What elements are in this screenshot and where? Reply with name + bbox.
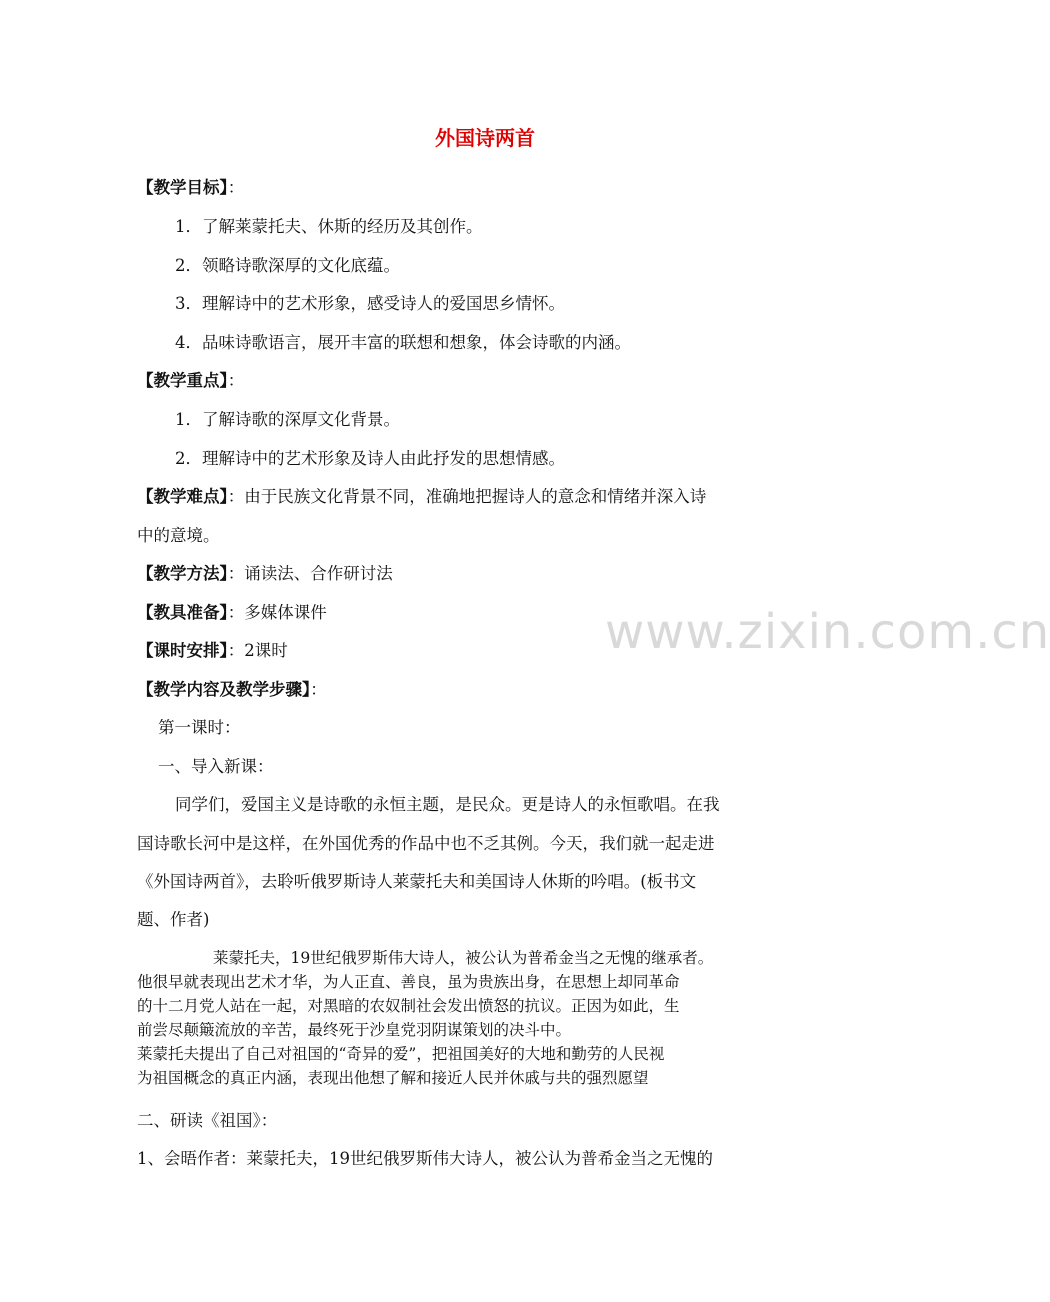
- content-heading-line: [137, 680, 327, 700]
- tools-line: [137, 603, 327, 623]
- difficulty-text-cont: 中的意境。: [137, 526, 220, 545]
- key-points-heading: 【教学重点】: [137, 371, 228, 390]
- section-one-heading: 一、导入新课：: [158, 757, 274, 776]
- bio-paragraph-line: 的十二月党人站在一起，对黑暗的农奴制社会发出愤怒的抗议。正因为如此，生: [137, 997, 680, 1015]
- intro-paragraph-line: 《外国诗两首》，去聆听俄罗斯诗人莱蒙托夫和美国诗人休斯的吟唱。(板书文: [137, 872, 697, 891]
- intro-paragraph-line: 同学们，爱国主义是诗歌的永恒主题，是民众。更是诗人的永恒歌唱。在我: [175, 795, 720, 814]
- objectives-heading: 【教学目标】: [137, 178, 228, 197]
- schedule-line: [137, 641, 288, 661]
- objective-item: 3．理解诗中的艺术形象，感受诗人的爱国思乡情怀。: [175, 294, 565, 313]
- content-heading: 【教学内容及教学步骤】: [137, 680, 311, 699]
- key-point-item: 1．了解诗歌的深厚文化背景。: [175, 410, 400, 429]
- document-title: 外国诗两首: [435, 126, 535, 150]
- watermark: www.zixin.com.cn: [605, 604, 1050, 660]
- content-suffix: ：: [310, 680, 327, 699]
- section-two-heading: 二、研读《祖国》：: [137, 1111, 278, 1130]
- bio-paragraph-line: 为祖国概念的真正内涵，表现出他想了解和接近人民并休戚与共的强烈愿望: [137, 1069, 649, 1087]
- objectives-suffix: ：: [227, 178, 245, 197]
- bio-paragraph-line: 他很早就表现出艺术才华，为人正直、善良，虽为贵族出身，在思想上却同革命: [137, 973, 680, 991]
- difficulty-heading: 【教学难点】: [137, 487, 228, 506]
- schedule-heading: 【课时安排】: [137, 641, 228, 660]
- method-heading: 【教学方法】: [137, 564, 228, 583]
- method-text: ：诵读法、合作研讨法: [227, 564, 393, 583]
- objective-item: 1．了解莱蒙托夫、休斯的经历及其创作。: [175, 217, 483, 236]
- bio-paragraph-line: 莱蒙托夫，19世纪俄罗斯伟大诗人，被公认为普希金当之无愧的继承者。: [213, 949, 714, 967]
- bio-paragraph-line: 莱蒙托夫提出了自己对祖国的“奇异的爱”，把祖国美好的大地和勤劳的人民视: [137, 1045, 665, 1063]
- difficulty-text: ：由于民族文化背景不同，准确地把握诗人的意念和情绪并深入诗: [227, 487, 707, 506]
- tools-text: ：多媒体课件: [227, 603, 327, 622]
- key-points-suffix: ：: [227, 371, 245, 390]
- difficulty-line: [137, 487, 706, 507]
- intro-paragraph-line: 国诗歌长河中是这样，在外国优秀的作品中也不乏其例。今天，我们就一起走进: [137, 834, 715, 853]
- first-lesson-label: 第一课时：: [158, 718, 241, 737]
- key-point-item: 2．理解诗中的艺术形象及诗人由此抒发的思想情感。: [175, 449, 565, 468]
- objectives-heading-line: [137, 178, 244, 198]
- intro-paragraph-line: 题、作者): [137, 910, 210, 929]
- schedule-text: ：2课时: [227, 641, 288, 660]
- method-line: [137, 564, 393, 584]
- bio-paragraph-line: 前尝尽颠簸流放的辛苦，最终死于沙皇党羽阴谋策划的决斗中。: [137, 1021, 572, 1039]
- section-two-item: 1、会晤作者：莱蒙托夫，19世纪俄罗斯伟大诗人，被公认为普希金当之无愧的: [137, 1149, 713, 1168]
- objective-item: 2．领略诗歌深厚的文化底蕴。: [175, 256, 400, 275]
- objective-item: 4．品味诗歌语言，展开丰富的联想和想象，体会诗歌的内涵。: [175, 333, 631, 352]
- tools-heading: 【教具准备】: [137, 603, 228, 622]
- key-points-heading-line: [137, 371, 244, 391]
